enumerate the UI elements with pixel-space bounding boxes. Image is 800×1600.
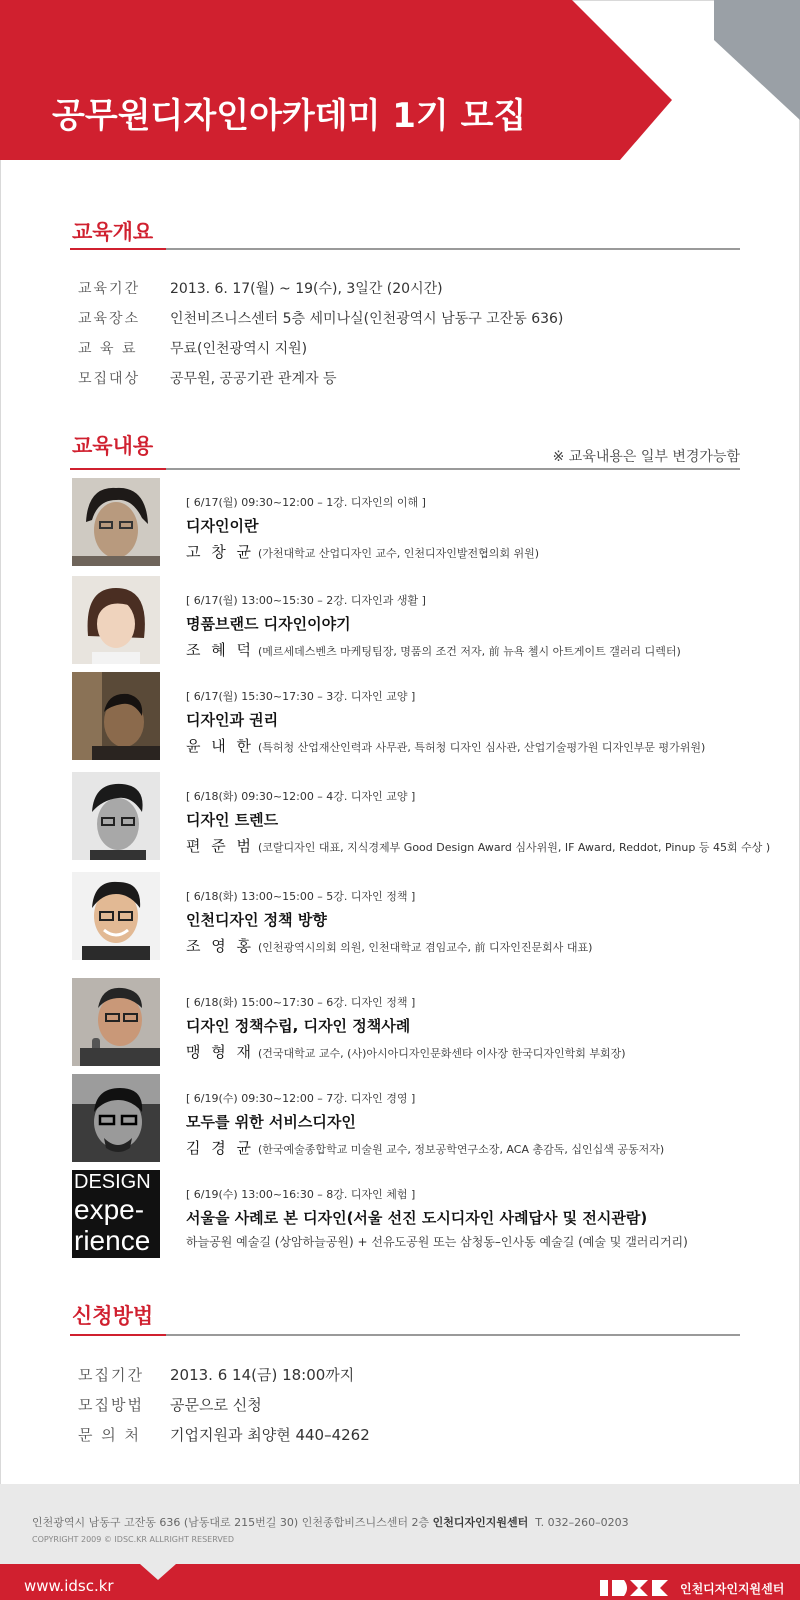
apply-label: 모집방법	[78, 1396, 144, 1414]
design-logo-line: expe-	[74, 1194, 145, 1225]
lecture-item	[72, 478, 772, 566]
lecture-item	[72, 872, 772, 960]
apply-row-contact	[78, 1424, 738, 1448]
site-link[interactable]: www.idsc.kr	[24, 1577, 114, 1595]
overview-value: 공무원, 공공기관 관계자 등	[170, 371, 337, 387]
lecture-item	[72, 772, 772, 860]
lecture-schedule: [ 6/17(월) 09:30~12:00 – 1강. 디자인의 이해 ]	[186, 496, 426, 509]
overview-row-period	[78, 278, 738, 302]
lecturer-photo	[72, 576, 160, 664]
lecturer-name: 고 창 균	[186, 543, 255, 561]
footer-org: 인천디자인지원센터	[432, 1516, 529, 1529]
overview-label: 교 육 료	[78, 341, 138, 357]
lecturer-photo	[72, 872, 160, 960]
contents-note: ※ 교육내용은 일부 변경가능함	[552, 449, 740, 465]
tour-route-text: 하늘공원 예술길 (상암하늘공원) + 선유도공원 또는 삼청동–인사동 예술길 (예술 및 갤러리거리)	[186, 1235, 688, 1249]
lecturer-photo	[72, 772, 160, 860]
apply-value: 공문으로 신청	[170, 1396, 262, 1414]
lecture-schedule: [ 6/18(화) 09:30~12:00 – 4강. 디자인 교양 ]	[186, 790, 416, 803]
overview-value: 2013. 6. 17(월) ~ 19(수), 3일간 (20시간)	[170, 281, 443, 297]
lecturer	[186, 935, 786, 956]
lecture-schedule: [ 6/18(화) 15:00~17:30 – 6강. 디자인 정책 ]	[186, 996, 416, 1009]
lecturer-photo	[72, 478, 160, 566]
lecture-item	[72, 576, 772, 664]
lecturer-name: 맹 형 재	[186, 1043, 255, 1061]
lecturer-name: 편 준 범	[186, 837, 255, 855]
lecturer	[186, 1041, 786, 1062]
design-experience-logo	[72, 1170, 160, 1258]
lecturer-photo	[72, 1074, 160, 1162]
lecture-topic: 서울을 사례로 본 디자인(서울 선진 도시디자인 사례답사 및 전시관람)	[186, 1209, 648, 1227]
overview-value: 무료(인천광역시 지원)	[170, 341, 308, 357]
idsc-logo	[600, 1577, 785, 1599]
lecturer-name: 조 영 홍	[186, 937, 255, 955]
lecture-topic: 인천디자인 정책 방향	[186, 911, 327, 929]
lecturer-credentials: (건국대학교 교수, (사)아시아디자인문화센타 이사장 한국디자인학회 부회장)	[258, 1047, 626, 1060]
lecture-topic: 모두를 위한 서비스디자인	[186, 1113, 356, 1131]
lecture-topic: 디자인 트렌드	[186, 811, 279, 829]
footer-address	[32, 1514, 629, 1530]
idsc-logo-name: 인천디자인지원센터	[680, 1582, 785, 1596]
lecture-topic: 디자인 정책수립, 디자인 정책사례	[186, 1017, 411, 1035]
page-title: 공무원디자인아카데미 1기 모집	[52, 96, 527, 136]
footer-tel: T. 032–260–0203	[535, 1516, 629, 1529]
apply-value: 2013. 6 14(금) 18:00까지	[170, 1366, 355, 1384]
lecturer	[186, 835, 786, 856]
apply-row-period	[78, 1364, 738, 1388]
lecture-topic: 명품브랜드 디자인이야기	[186, 615, 351, 633]
lecture-schedule: [ 6/17(월) 15:30~17:30 – 3강. 디자인 교양 ]	[186, 690, 416, 703]
lecturer-credentials: (한국예술종합학교 미술원 교수, 정보공학연구소장, ACA 총감독, 십인십색 공동저자)	[258, 1143, 665, 1156]
lecturer-photo	[72, 978, 160, 1066]
apply-heading: 신청방법	[72, 1304, 154, 1328]
lecturer	[186, 735, 786, 756]
design-logo-line: DESIGN	[74, 1171, 151, 1193]
lecturer	[186, 639, 786, 660]
lecturer-name: 조 혜 덕	[186, 641, 255, 659]
overview-label: 교육장소	[78, 311, 141, 327]
overview-label: 교육기간	[78, 281, 141, 297]
overview-row-fee	[78, 338, 738, 362]
lecturer-photo	[72, 672, 160, 760]
lecture-schedule: [ 6/19(수) 13:00~16:30 – 8강. 디자인 체험 ]	[186, 1188, 416, 1201]
header-banner	[0, 0, 800, 160]
lecturer	[186, 1137, 786, 1158]
overview-label: 모집대상	[78, 371, 141, 387]
lecturer	[186, 541, 786, 562]
lecturer-credentials: (인천광역시의회 의원, 인천대학교 겸임교수, 前 디자인진문회사 대표)	[258, 941, 593, 954]
lecture-schedule: [ 6/19(수) 09:30~12:00 – 7강. 디자인 경영 ]	[186, 1092, 416, 1105]
lecture-item	[72, 672, 772, 760]
overview-row-target	[78, 368, 738, 392]
address-text: 인천광역시 남동구 고잔동 636 (남동대로 215번길 30) 인천종합비즈니스센터 2층	[32, 1516, 430, 1529]
lecture-topic: 디자인이란	[186, 517, 259, 535]
tour-route	[186, 1233, 786, 1250]
lecture-schedule: [ 6/18(화) 13:00~15:00 – 5강. 디자인 정책 ]	[186, 890, 416, 903]
overview-row-venue	[78, 308, 738, 332]
overview-heading: 교육개요	[72, 220, 154, 244]
design-logo-line: rience	[74, 1225, 151, 1256]
lecture-item	[72, 1074, 772, 1162]
lecturer-credentials: (코랄디자인 대표, 지식경제부 Good Design Award 심사위원, IF Award, Reddot, Pinup 등 45회 수상 )	[258, 841, 771, 854]
lecturer-credentials: (가천대학교 산업디자인 교수, 인천디자인발전협의회 위원)	[258, 547, 540, 560]
footer-copyright: COPYRIGHT 2009 © IDSC.KR ALLRIGHT RESERVED	[32, 1535, 235, 1544]
lecturer-name: 김 경 균	[186, 1139, 255, 1157]
overview-divider	[70, 248, 740, 250]
apply-divider	[70, 1334, 740, 1336]
lecturer-credentials: (메르세데스벤츠 마케팅팀장, 명품의 조건 저자, 前 뉴욕 첼시 아트게이트 갤러리 디렉터)	[258, 645, 681, 658]
contents-divider	[70, 468, 740, 470]
lecturer-name: 윤 내 한	[186, 737, 255, 755]
contents-heading: 교육내용	[72, 434, 154, 458]
apply-label: 문 의 처	[78, 1426, 142, 1444]
lecturer-credentials: (특허청 산업재산인력과 사무관, 특허청 디자인 심사관, 산업기술평가원 디자인부문 평가위원)	[258, 741, 706, 754]
lecture-item	[72, 1170, 772, 1258]
idsc-logo-icon	[600, 1580, 672, 1596]
apply-label: 모집기간	[78, 1366, 144, 1384]
lecture-topic: 디자인과 권리	[186, 711, 279, 729]
lecture-schedule: [ 6/17(월) 13:00~15:30 – 2강. 디자인과 생활 ]	[186, 594, 426, 607]
lecture-item	[72, 978, 772, 1066]
apply-value: 기업지원과 최양현 440–4262	[170, 1426, 370, 1444]
overview-value: 인천비즈니스센터 5층 세미나실(인천광역시 남동구 고잔동 636)	[170, 311, 564, 327]
apply-row-method	[78, 1394, 738, 1418]
